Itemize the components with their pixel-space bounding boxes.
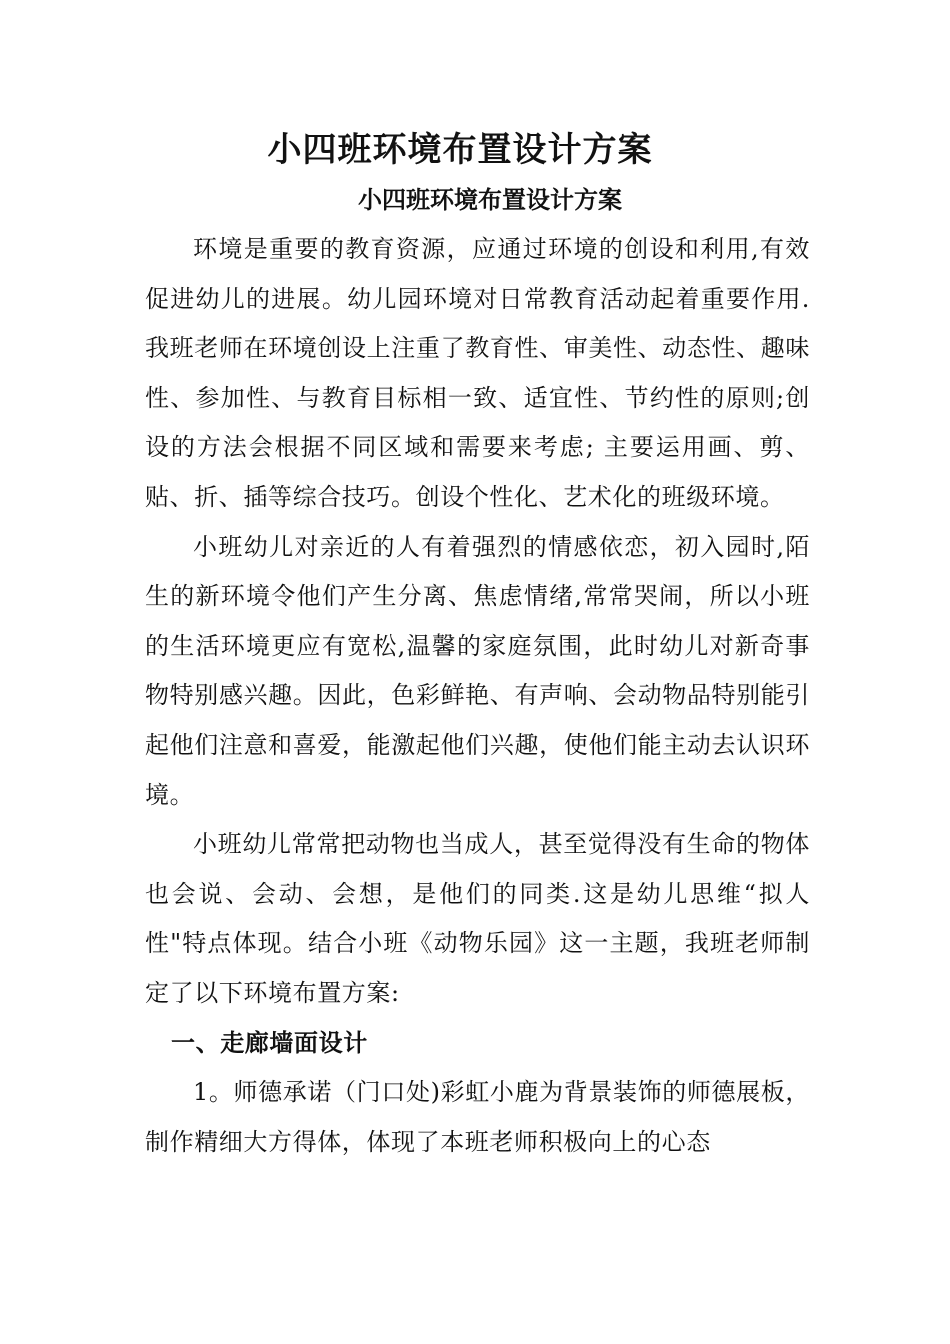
section-paragraph-1: 1。师德承诺（门口处)彩虹小鹿为背景装饰的师德展板，制作精细大方得体，体现了本班老师积极向上的心态 [145, 1078, 810, 1156]
document-subtitle: 小四班环境布置设计方案 [358, 185, 622, 214]
body-paragraph-2: 小班幼儿对亲近的人有着强烈的情感依恋，初入园时,陌生的新环境令他们产生分离、焦虑情绪,常常哭闹，所以小班的生活环境更应有宽松,温馨的家庭氛围，此时幼儿对新奇事物特别感兴趣。因此，色彩鲜艳、有声响、会动物品特别能引起他们注意和喜爱，能激起他们兴趣，使他们能主动去认识环境。 [145, 532, 810, 809]
document-body [145, 225, 810, 1167]
section-heading: 一、走廊墙面设计 [171, 1028, 368, 1057]
body-paragraph-3: 小班幼儿常常把动物也当成人，甚至觉得没有生命的物体也会说、会动、会想，是他们的同类.这是幼儿思维“拟人性"特点体现。结合小班《动物乐园》这一主题，我班老师制定了以下环境布置方案: [145, 830, 810, 1007]
document-title: 小四班环境布置设计方案 [267, 130, 653, 170]
body-paragraph-1: 环境是重要的教育资源，应通过环境的创设和利用,有效促进幼儿的进展。幼儿园环境对日常教育活动起着重要作用.我班老师在环境创设上注重了教育性、审美性、动态性、趣味性、参加性、与教育目标相一致、适宜性、节约性的原则;创设的方法会根据不同区域和需要来考虑; 主要运用画、剪、贴、折、插等综合技巧。创设个性化、艺术化的班级环境。 [145, 235, 810, 511]
